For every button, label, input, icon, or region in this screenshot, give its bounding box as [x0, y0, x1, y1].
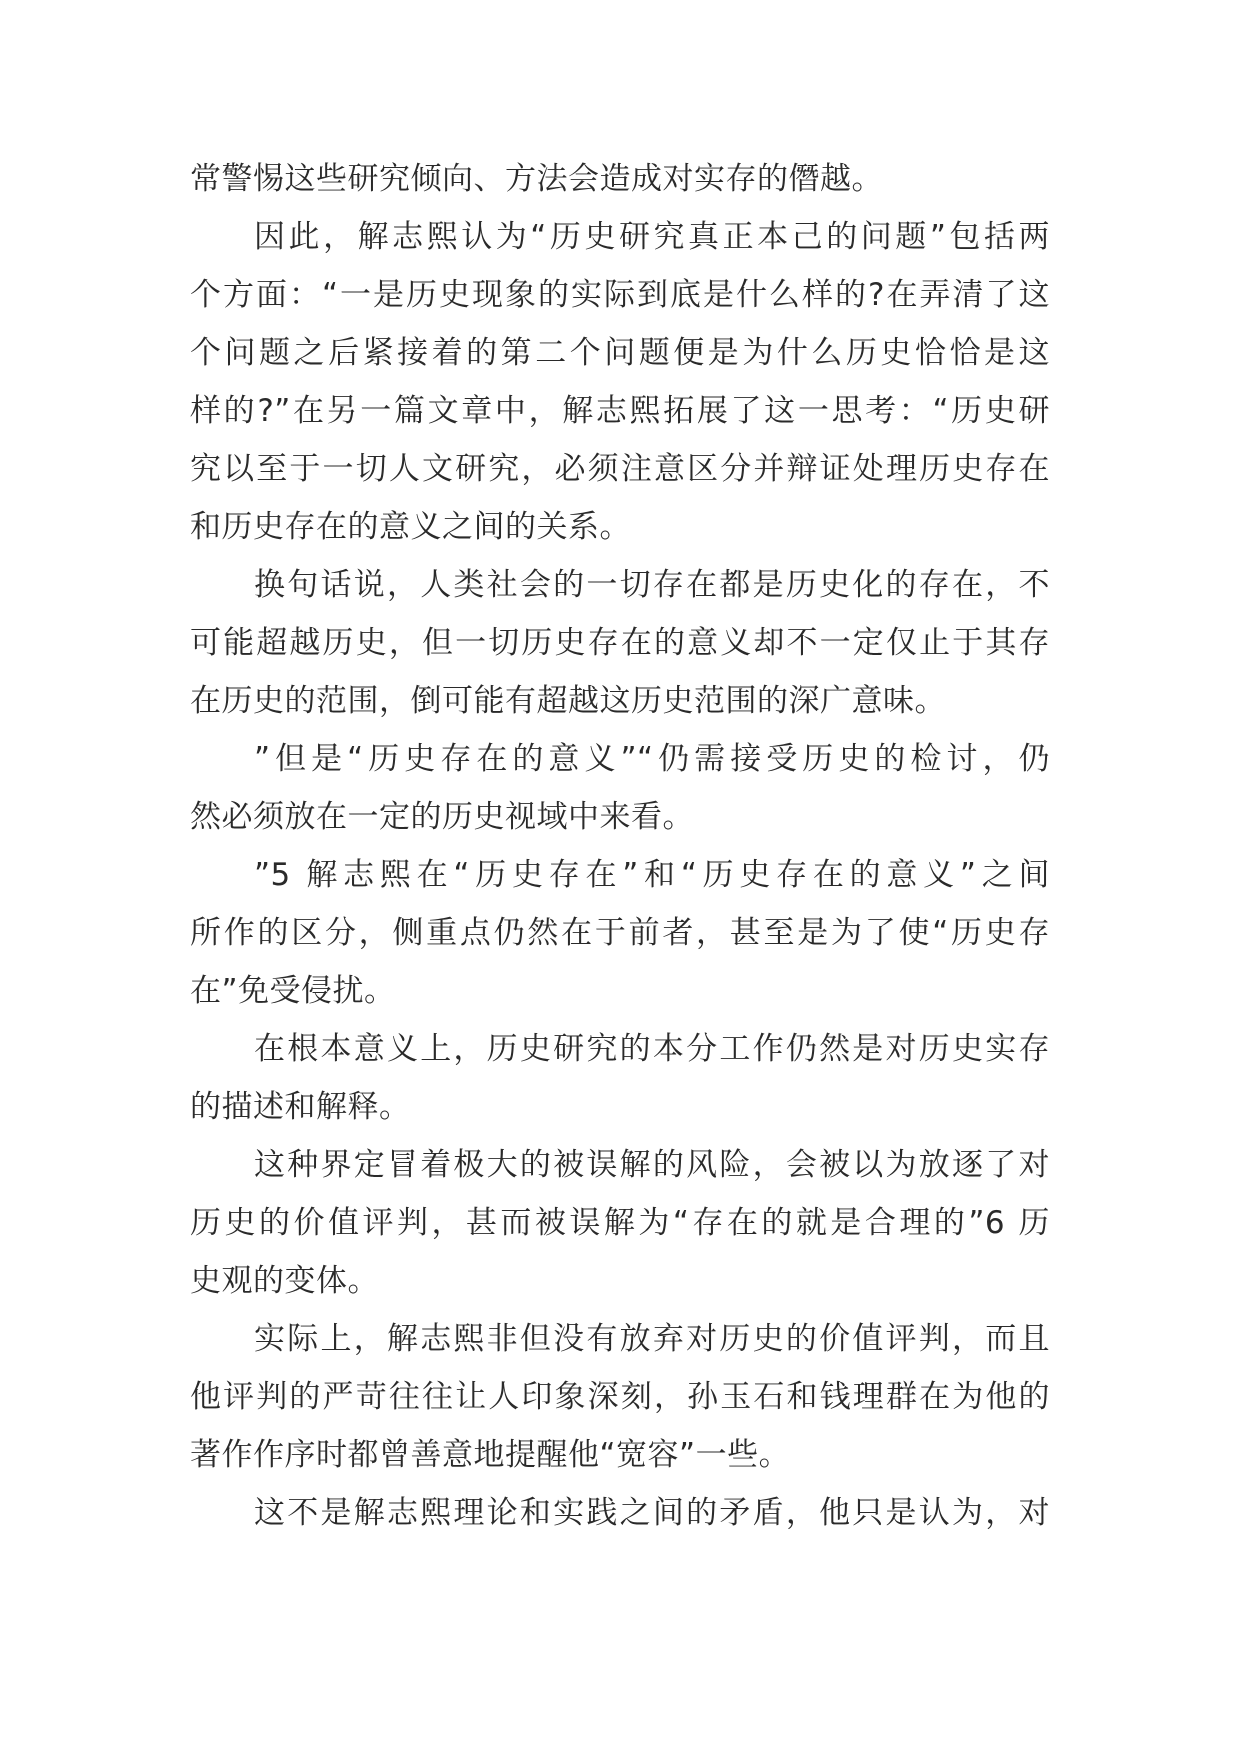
text-line: 究以至于一切人文研究，必须注意区分并辩证处理历史存在	[190, 451, 1050, 487]
text-line: ”但是“历史存在的意义”“仍需接受历史的检讨，仍	[254, 741, 1050, 777]
text-line: 换句话说，人类社会的一切存在都是历史化的存在，不	[254, 567, 1050, 603]
text-line: 在”免受侵扰。	[190, 973, 396, 1009]
text-line: 史观的变体。	[190, 1263, 379, 1299]
text-line: 常警惕这些研究倾向、方法会造成对实存的僭越。	[190, 161, 883, 197]
paragraph	[190, 150, 1050, 208]
text-line: 的描述和解释。	[190, 1089, 411, 1125]
text-line: 在根本意义上，历史研究的本分工作仍然是对历史实存	[254, 1031, 1050, 1067]
paragraph	[190, 1020, 1050, 1136]
text-line: 实际上，解志熙非但没有放弃对历史的价值评判，而且	[254, 1321, 1050, 1357]
text-line: 样的?”在另一篇文章中，解志熙拓展了这一思考：“历史研	[190, 393, 1050, 429]
paragraph	[190, 1310, 1050, 1484]
paragraph	[190, 846, 1050, 1020]
text-line: 著作作序时都曾善意地提醒他“宽容”一些。	[190, 1437, 791, 1473]
paragraph	[190, 208, 1050, 556]
paragraph	[190, 730, 1050, 846]
text-line: 个方面：“一是历史现象的实际到底是什么样的?在弄清了这	[190, 277, 1050, 313]
text-line: 可能超越历史，但一切历史存在的意义却不一定仅止于其存	[190, 625, 1050, 661]
text-line: 历史的价值评判，甚而被误解为“存在的就是合理的”6 历	[190, 1205, 1050, 1241]
text-line: 因此，解志熙认为“历史研究真正本己的问题”包括两	[254, 219, 1050, 255]
text-line: 个问题之后紧接着的第二个问题便是为什么历史恰恰是这	[190, 335, 1050, 371]
paragraph	[190, 1136, 1050, 1310]
text-line: 他评判的严苛往往让人印象深刻，孙玉石和钱理群在为他的	[190, 1379, 1050, 1415]
paragraph	[190, 1484, 1050, 1542]
text-line: 这不是解志熙理论和实践之间的矛盾，他只是认为，对	[254, 1495, 1050, 1531]
text-line: 和历史存在的意义之间的关系。	[190, 509, 631, 545]
paragraph	[190, 556, 1050, 730]
text-line: ”5 解志熙在“历史存在”和“历史存在的意义”之间	[254, 857, 1050, 893]
text-line: 所作的区分，侧重点仍然在于前者，甚至是为了使“历史存	[190, 915, 1050, 951]
document-body	[190, 150, 1050, 1542]
text-line: 然必须放在一定的历史视域中来看。	[190, 799, 694, 835]
text-line: 在历史的范围，倒可能有超越这历史范围的深广意味。	[190, 683, 946, 719]
text-line: 这种界定冒着极大的被误解的风险，会被以为放逐了对	[254, 1147, 1050, 1183]
